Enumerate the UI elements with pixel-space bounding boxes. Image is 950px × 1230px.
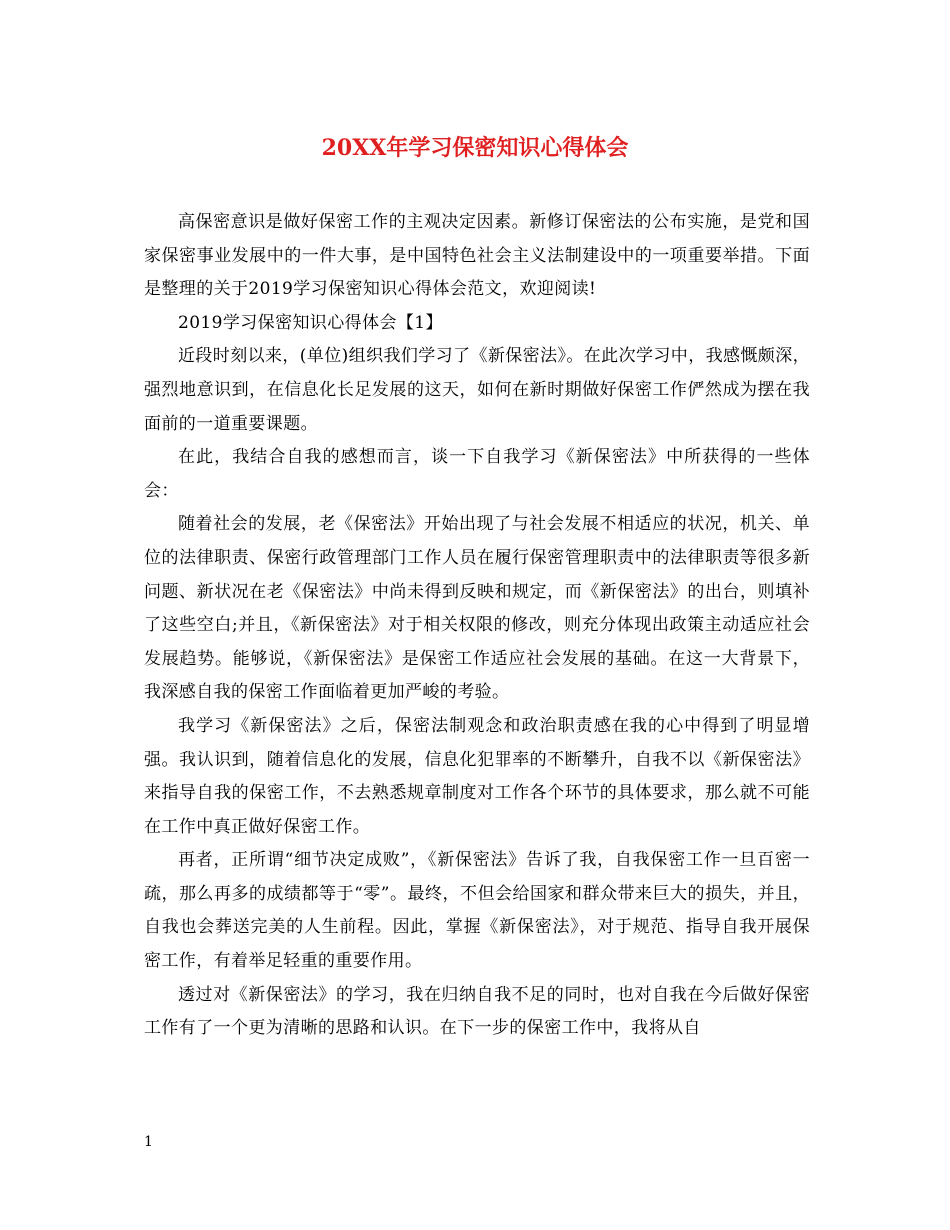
paragraph: 随着社会的发展，老《保密法》开始出现了与社会发展不相适应的状况，机关、单位的法律职责、保密行政管理部门工作人员在履行保密管理职责中的法律职责等很多新问题、新状况在老《保密法》中尚未得到反映和规定，而《新保密法》的出台，则填补了这些空白;并且，《新保密法》对于相关权限的修改，则充分体现出政策主动适应社会发展趋势。能够说，《新保密法》是保密工作适应社会发展的基础。在这一大背景下，我深感自我的保密工作面临着更加严峻的考验。 — [144, 514, 810, 703]
paragraph: 再者，正所谓“细节决定成败”，《新保密法》告诉了我，自我保密工作一旦百密一疏，那么再多的成绩都等于“零”。最终，不但会给国家和群众带来巨大的损失，并且，自我也会葬送完美的人生前程。因此，掌握《新保密法》，对于规范、指导自我开展保密工作，有着举足轻重的重要作用。 — [144, 850, 810, 972]
document-title: 20XX年学习保密知识心得体会 — [321, 135, 629, 161]
paragraph-intro: 高保密意识是做好保密工作的主观决定因素。新修订保密法的公布实施，是党和国家保密事业发展中的一件大事，是中国特色社会主义法制建设中的一项重要举措。下面是整理的关于2019学习保密知识心得体会范文，欢迎阅读! — [144, 212, 810, 300]
page-number: 1 — [144, 1134, 153, 1150]
paragraph: 我学习《新保密法》之后，保密法制观念和政治职责感在我的心中得到了明显增强。我认识到，随着信息化的发展，信息化犯罪率的不断攀升，自我不以《新保密法》来指导自我的保密工作，不去熟悉规章制度对工作各个环节的具体要求，那么就不可能在工作中真正做好保密工作。 — [144, 715, 810, 837]
document-body — [144, 206, 810, 1046]
paragraph: 在此，我结合自我的感想而言，谈一下自我学习《新保密法》中所获得的一些体会： — [144, 447, 810, 501]
paragraph: 透过对《新保密法》的学习，我在归纳自我不足的同时，也对自我在今后做好保密工作有了一个更为清晰的思路和认识。在下一步的保密工作中，我将从自 — [144, 984, 810, 1039]
section-heading: 2019学习保密知识心得体会【1】 — [178, 312, 443, 333]
paragraph: 近段时刻以来，(单位)组织我们学习了《新保密法》。在此次学习中，我感慨颇深，强烈地意识到，在信息化长足发展的这天，如何在新时期做好保密工作俨然成为摆在我面前的一道重要课题。 — [144, 346, 810, 434]
